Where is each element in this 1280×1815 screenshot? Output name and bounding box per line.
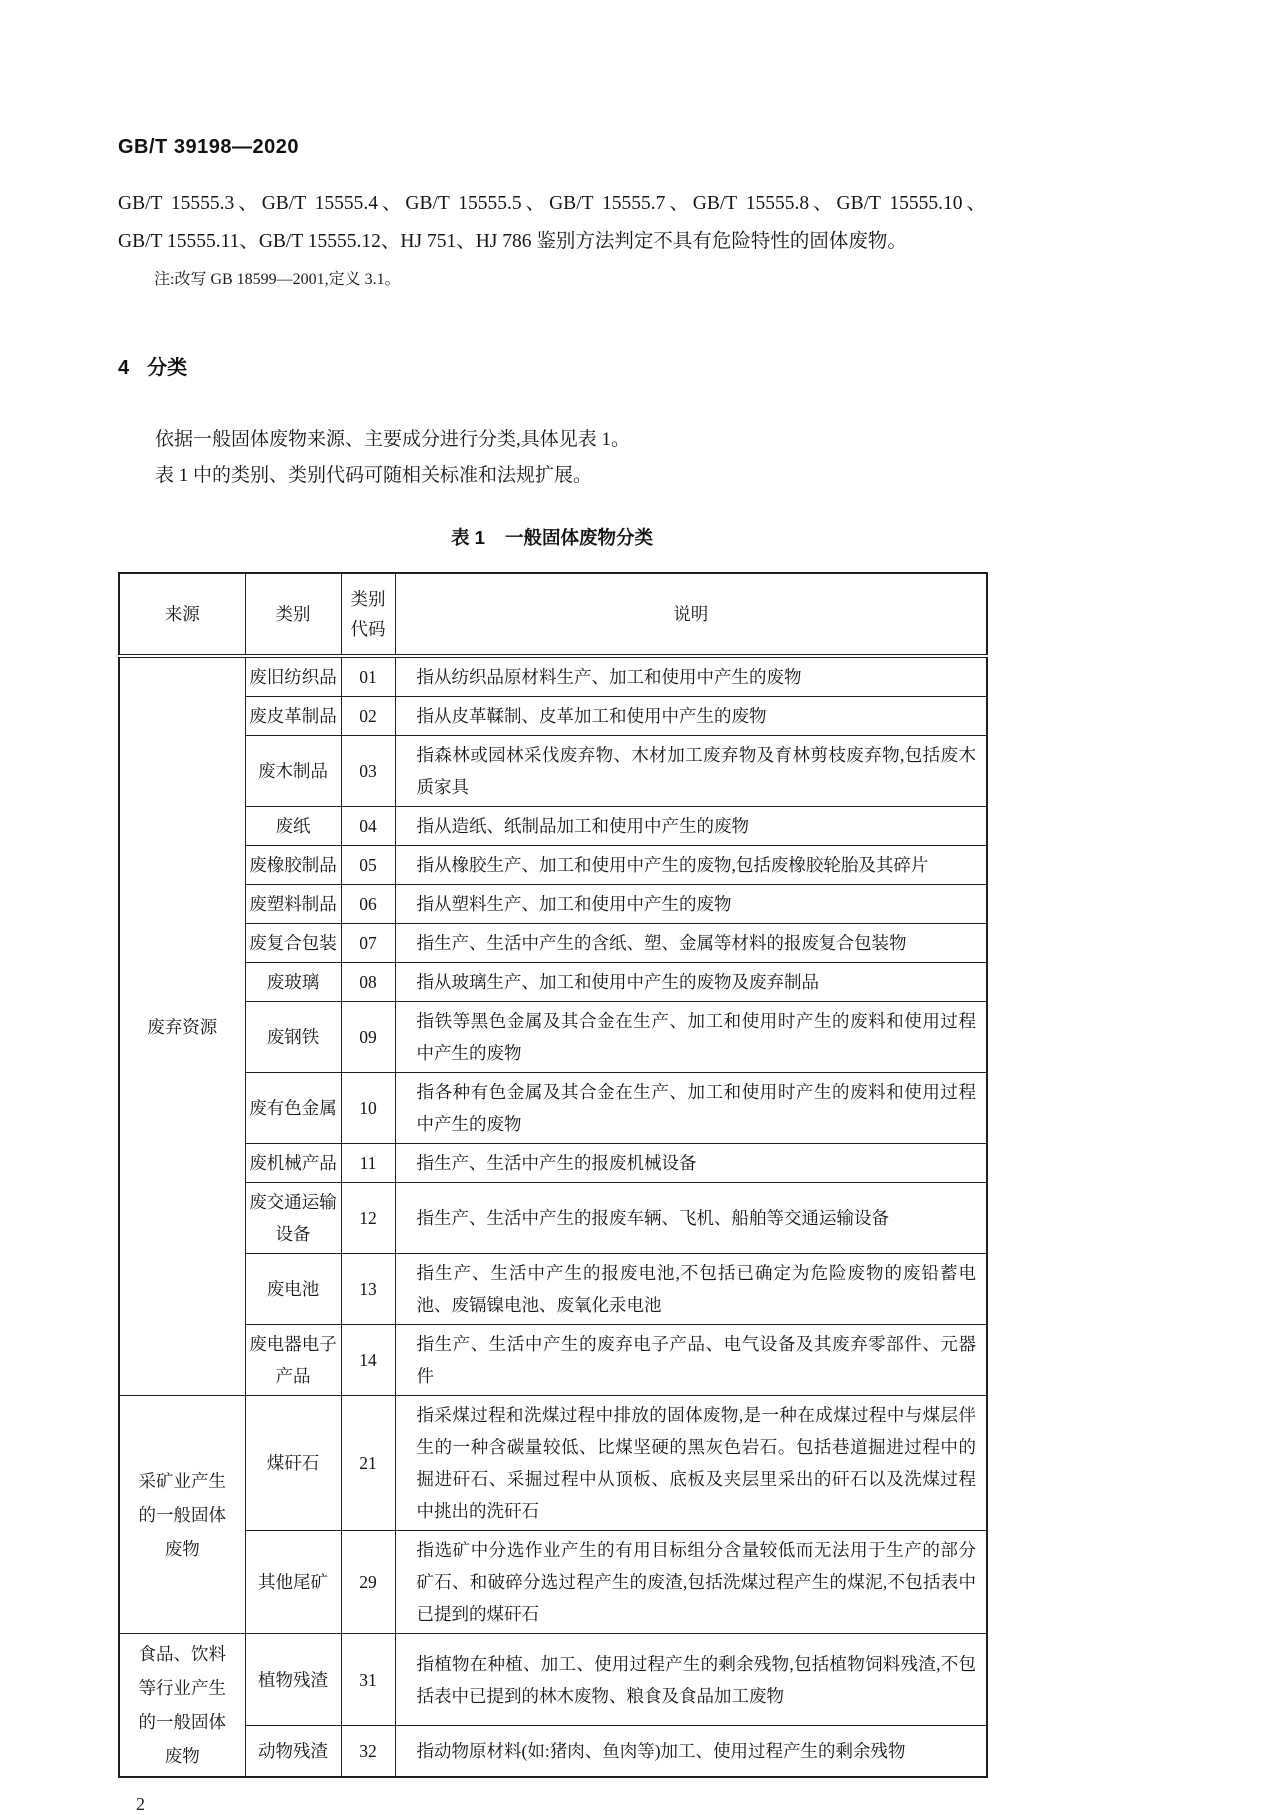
table-row	[119, 1183, 987, 1254]
table-row	[119, 656, 987, 697]
table-row	[119, 1726, 987, 1777]
document-page	[118, 0, 986, 1814]
body-paragraph: 表 1 中的类别、类别代码可随相关标准和法规扩展。	[155, 465, 593, 486]
code-cell: 14	[341, 1325, 395, 1396]
description-cell: 指生产、生活中产生的报废机械设备	[395, 1144, 987, 1183]
category-cell: 废木制品	[245, 736, 341, 807]
code-cell: 21	[341, 1396, 395, 1531]
code-cell: 13	[341, 1254, 395, 1325]
table-caption-title: 一般固体废物分类	[504, 527, 653, 548]
table-body	[119, 656, 987, 1777]
header-category: 类别	[245, 573, 341, 656]
description-cell: 指动物原材料(如:猪肉、鱼肉等)加工、使用过程产生的剩余残物	[395, 1726, 987, 1777]
code-cell: 01	[341, 656, 395, 697]
section-title: 分类	[147, 357, 188, 379]
description-cell: 指从纺织品原材料生产、加工和使用中产生的废物	[395, 656, 987, 697]
category-cell: 废电器电子产品	[245, 1325, 341, 1396]
table-row	[119, 846, 987, 885]
section-heading	[118, 351, 986, 380]
table-row	[119, 807, 987, 846]
header-source: 来源	[119, 573, 245, 656]
category-cell: 废橡胶制品	[245, 846, 341, 885]
table-row	[119, 1144, 987, 1183]
source-cell: 采矿业产生的一般固体废物	[119, 1396, 245, 1634]
source-cell: 废弃资源	[119, 656, 245, 1396]
category-cell: 废皮革制品	[245, 697, 341, 736]
table-row	[119, 736, 987, 807]
description-cell: 指从玻璃生产、加工和使用中产生的废物及废弃制品	[395, 963, 987, 1002]
table-row	[119, 1396, 987, 1531]
table-row	[119, 1531, 987, 1634]
code-cell: 10	[341, 1073, 395, 1144]
code-cell: 12	[341, 1183, 395, 1254]
category-cell: 废塑料制品	[245, 885, 341, 924]
section-number: 4	[118, 357, 130, 379]
table-row	[119, 697, 987, 736]
category-cell: 煤矸石	[245, 1396, 341, 1531]
table-caption-label: 表 1	[451, 527, 485, 548]
category-cell: 废钢铁	[245, 1002, 341, 1073]
code-cell: 03	[341, 736, 395, 807]
page-number: 2	[136, 1794, 145, 1814]
classification-table	[118, 572, 988, 1778]
code-cell: 09	[341, 1002, 395, 1073]
table-header	[119, 573, 987, 656]
category-cell: 其他尾矿	[245, 1531, 341, 1634]
category-cell: 动物残渣	[245, 1726, 341, 1777]
table-row	[119, 1073, 987, 1144]
category-cell: 植物残渣	[245, 1634, 341, 1726]
description-cell: 指生产、生活中产生的含纸、塑、金属等材料的报废复合包装物	[395, 924, 987, 963]
code-cell: 06	[341, 885, 395, 924]
description-cell: 指从造纸、纸制品加工和使用中产生的废物	[395, 807, 987, 846]
description-cell: 指采煤过程和洗煤过程中排放的固体废物,是一种在成煤过程中与煤层伴生的一种含碳量较低、比煤坚硬的黑灰色岩石。包括巷道掘进过程中的掘进矸石、采掘过程中从顶板、底板及夹层里采出的矸石以及洗煤过程中挑出的洗矸石	[395, 1396, 987, 1531]
category-cell: 废电池	[245, 1254, 341, 1325]
code-cell: 31	[341, 1634, 395, 1726]
category-cell: 废玻璃	[245, 963, 341, 1002]
body-paragraph: 依据一般固体废物来源、主要成分进行分类,具体见表 1。	[155, 429, 631, 450]
description-cell: 指各种有色金属及其合金在生产、加工和使用时产生的废料和使用过程中产生的废物	[395, 1073, 987, 1144]
description-cell: 指铁等黑色金属及其合金在生产、加工和使用时产生的废料和使用过程中产生的废物	[395, 1002, 987, 1073]
category-cell: 废旧纺织品	[245, 656, 341, 697]
standard-code: GB/T 39198—2020	[118, 136, 299, 158]
code-cell: 02	[341, 697, 395, 736]
code-cell: 32	[341, 1726, 395, 1777]
description-cell: 指森林或园林采伐废弃物、木材加工废弃物及育林剪枝废弃物,包括废木质家具	[395, 736, 987, 807]
code-cell: 04	[341, 807, 395, 846]
code-cell: 07	[341, 924, 395, 963]
code-cell: 08	[341, 963, 395, 1002]
table-row	[119, 1634, 987, 1726]
intro-line: GB/T 15555.11、GB/T 15555.12、HJ 751、HJ 786 鉴别方法判定不具有危险特性的固体废物。	[118, 231, 907, 252]
table-row	[119, 1325, 987, 1396]
table-row	[119, 1254, 987, 1325]
intro-paragraph	[118, 185, 986, 261]
description-cell: 指选矿中分选作业产生的有用目标组分含量较低而无法用于生产的部分矿石、和破碎分选过程产生的废渣,包括洗煤过程产生的煤泥,不包括表中已提到的煤矸石	[395, 1531, 987, 1634]
description-cell: 指从皮革鞣制、皮革加工和使用中产生的废物	[395, 697, 987, 736]
table-row	[119, 924, 987, 963]
code-cell: 05	[341, 846, 395, 885]
table-header-row	[119, 573, 987, 656]
intro-line: GB/T 15555.3、GB/T 15555.4、GB/T 15555.5、GB/T 15555.7、GB/T 15555.8、GB/T 15555.10、	[118, 193, 986, 214]
description-cell: 指植物在种植、加工、使用过程产生的剩余残物,包括植物饲料残渣,不包括表中已提到的林木废物、粮食及食品加工废物	[395, 1634, 987, 1726]
table-row	[119, 1002, 987, 1073]
category-cell: 废有色金属	[245, 1073, 341, 1144]
body-paragraphs	[118, 422, 986, 494]
category-cell: 废交通运输设备	[245, 1183, 341, 1254]
header-code: 类别代码	[341, 573, 395, 656]
table-row	[119, 885, 987, 924]
category-cell: 废机械产品	[245, 1144, 341, 1183]
header-description: 说明	[395, 573, 987, 656]
note-line: 注:改写 GB 18599—2001,定义 3.1。	[154, 271, 401, 288]
code-cell: 29	[341, 1531, 395, 1634]
description-cell: 指生产、生活中产生的废弃电子产品、电气设备及其废弃零部件、元器件	[395, 1325, 987, 1396]
table-row	[119, 963, 987, 1002]
source-cell: 食品、饮料等行业产生的一般固体废物	[119, 1634, 245, 1778]
code-cell: 11	[341, 1144, 395, 1183]
category-cell: 废纸	[245, 807, 341, 846]
table-caption	[118, 524, 986, 550]
description-cell: 指生产、生活中产生的报废车辆、飞机、船舶等交通运输设备	[395, 1183, 987, 1254]
description-cell: 指生产、生活中产生的报废电池,不包括已确定为危险废物的废铅蓄电池、废镉镍电池、废氧化汞电池	[395, 1254, 987, 1325]
description-cell: 指从橡胶生产、加工和使用中产生的废物,包括废橡胶轮胎及其碎片	[395, 846, 987, 885]
description-cell: 指从塑料生产、加工和使用中产生的废物	[395, 885, 987, 924]
category-cell: 废复合包装	[245, 924, 341, 963]
